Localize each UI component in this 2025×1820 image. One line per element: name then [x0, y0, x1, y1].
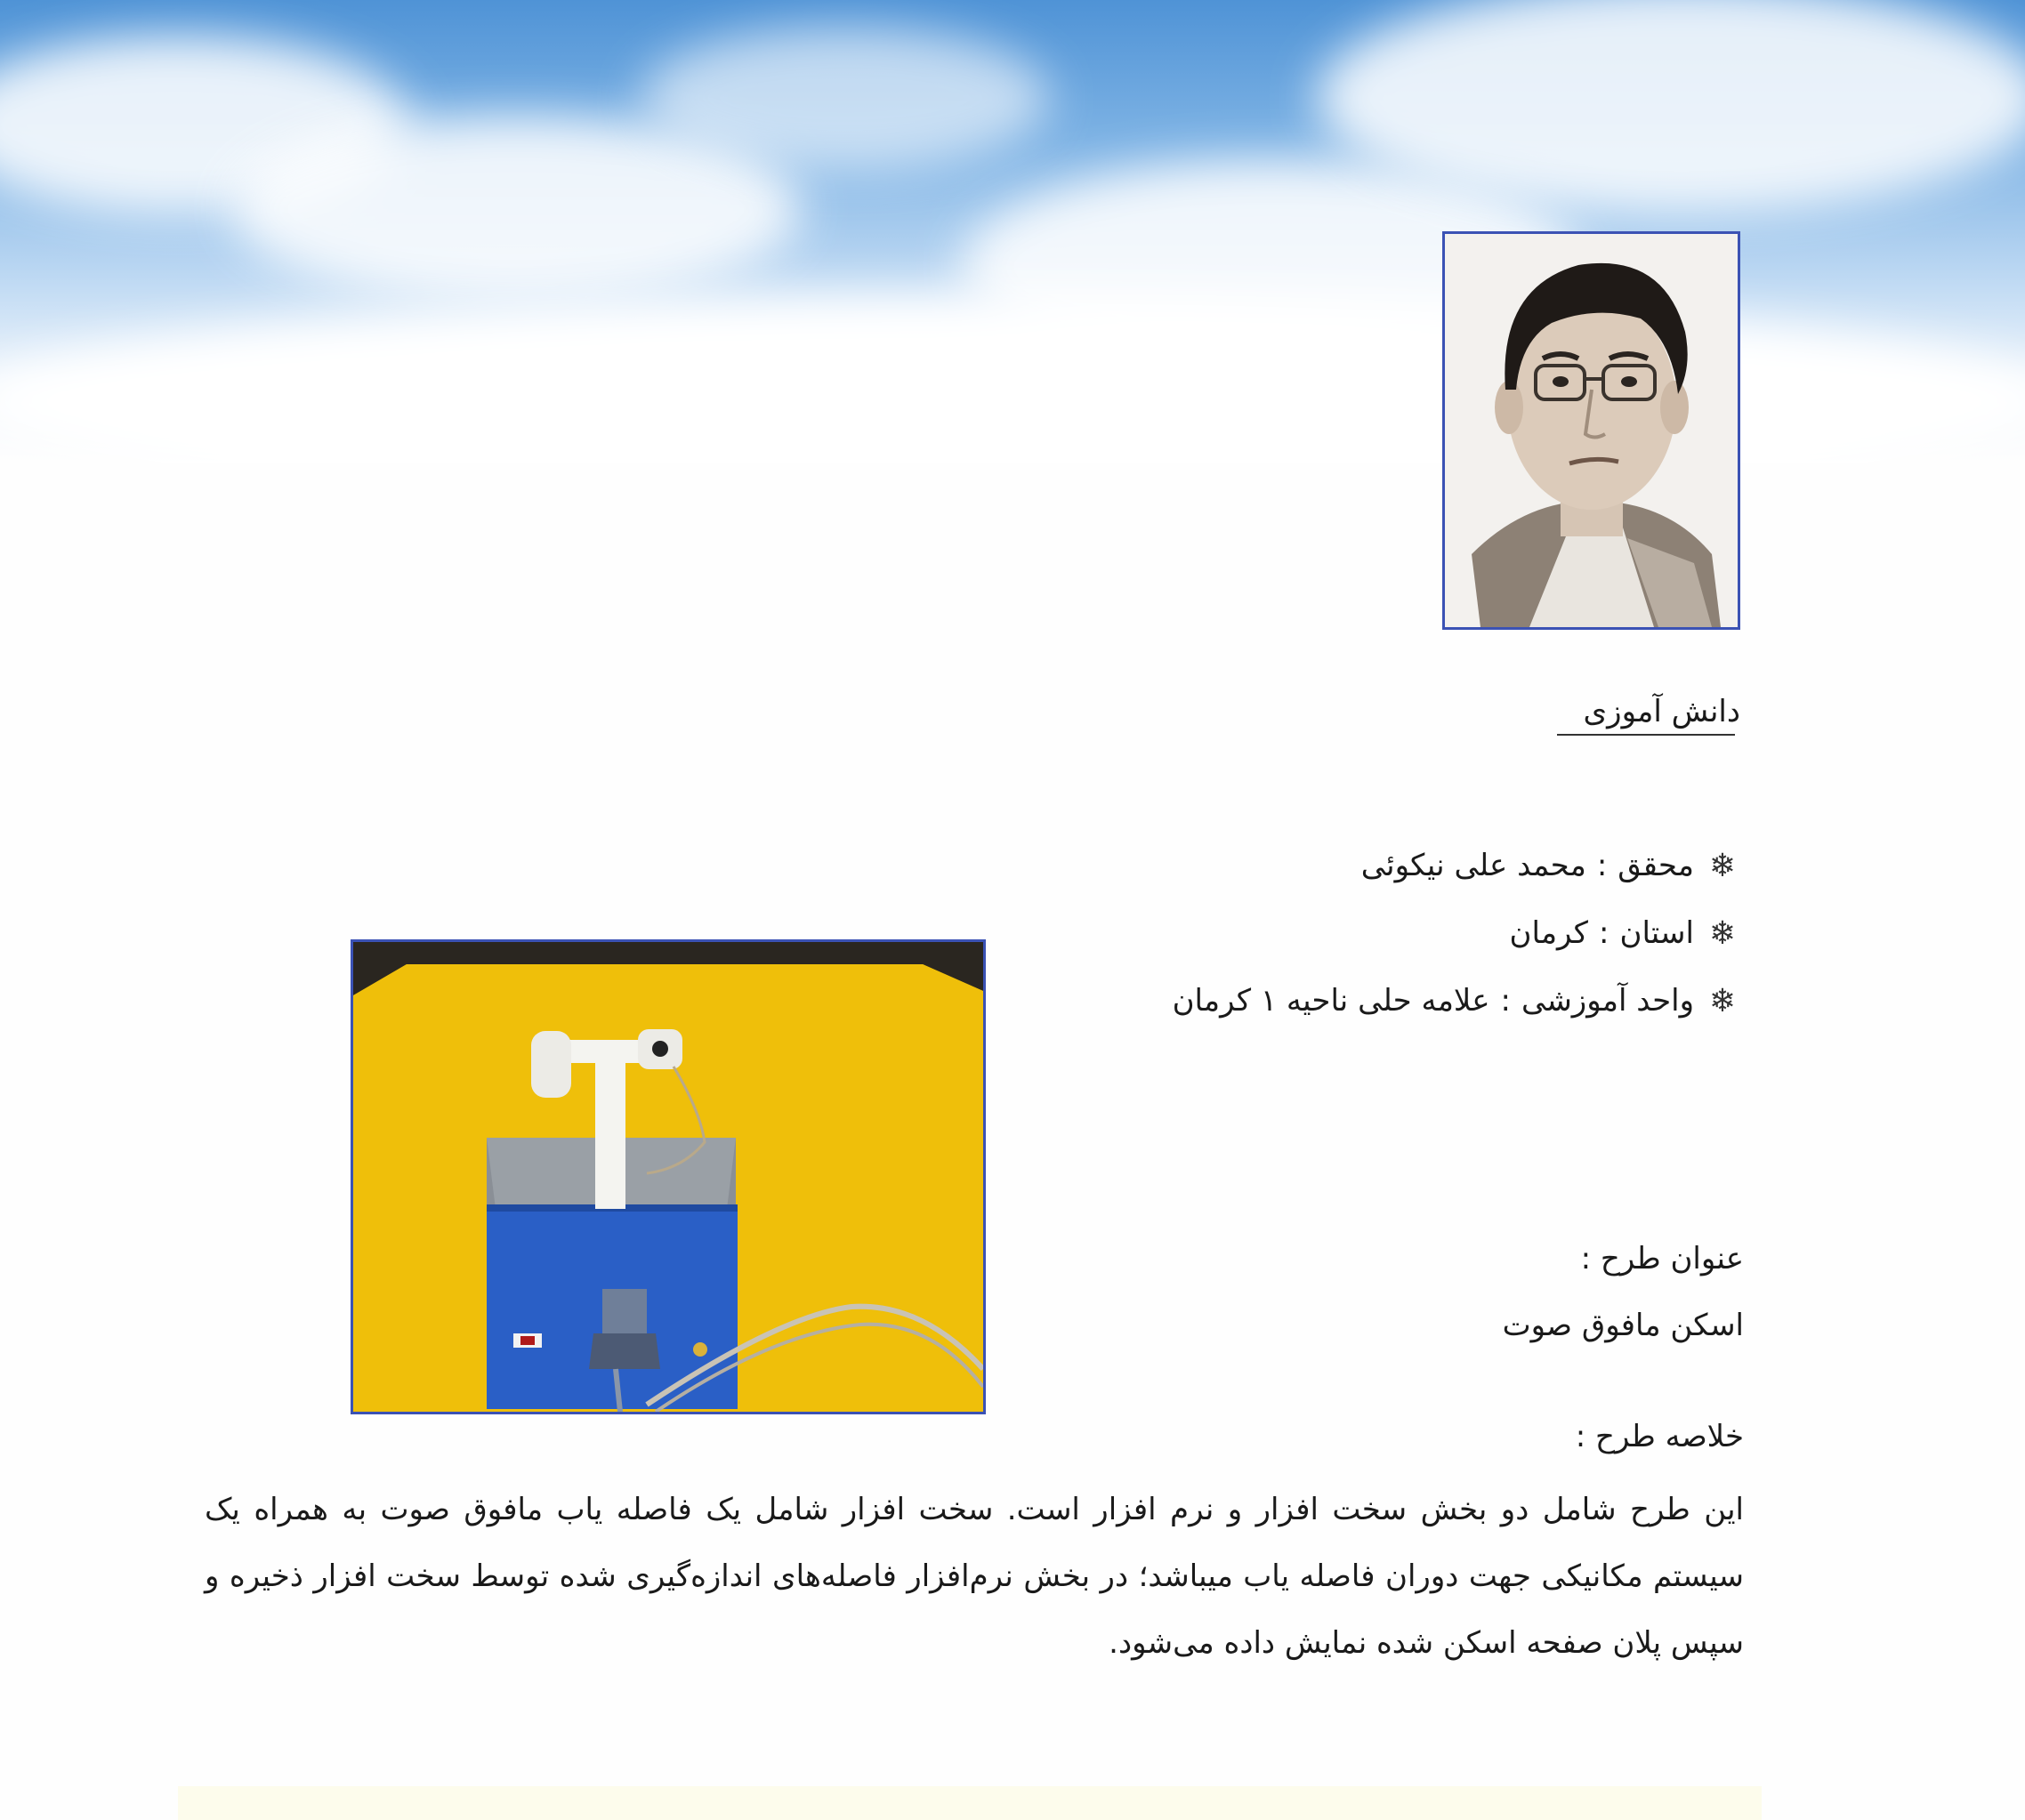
- researcher-name: محمد علی نیکوئی: [1360, 848, 1586, 883]
- province-value: کرمان: [1509, 915, 1588, 951]
- researcher-portrait: [1442, 231, 1740, 630]
- project-summary: این طرح شامل دو بخش سخت افزار و نرم افزار است. سخت افزار شامل یک فاصله یاب مافوق صوت به همراه یک سیستم مکانیکی جهت دوران فاصله یاب میباشد؛ در بخش نرم‌افزار فاصله‌های اندازه‌گیری شده توسط سخت افزار ذخیره و سپس پلان صفحه اسکن شده نمایش داده می‌شود.: [205, 1492, 1744, 1661]
- project-title-label: عنوان طرح :: [1580, 1241, 1744, 1276]
- category-underline: [1557, 734, 1735, 736]
- info-row-school: [1023, 967, 1740, 1035]
- page-footer-band: [178, 1786, 1762, 1820]
- province-label: استان: [1619, 915, 1694, 951]
- category-label: دانش آموزی: [1583, 694, 1740, 729]
- info-separator: :: [1596, 848, 1608, 883]
- researcher-info: [1023, 832, 1740, 1035]
- info-separator: :: [1599, 915, 1610, 951]
- researcher-label: محقق: [1618, 848, 1694, 883]
- device-photo: [351, 939, 986, 1414]
- project-summary-label: خلاصه طرح :: [1575, 1419, 1744, 1454]
- school-label: واحد آموزشی: [1521, 983, 1694, 1019]
- snowflake-icon: ❄: [1708, 914, 1737, 952]
- snowflake-icon: ❄: [1708, 847, 1737, 884]
- info-separator: :: [1500, 983, 1511, 1019]
- info-row-researcher: [1023, 832, 1740, 899]
- school-value: علامه حلی ناحیه ۱ کرمان: [1172, 983, 1490, 1019]
- project-title: اسکن مافوق صوت: [1502, 1308, 1744, 1343]
- info-row-province: [1023, 899, 1740, 967]
- snowflake-icon: ❄: [1708, 982, 1737, 1019]
